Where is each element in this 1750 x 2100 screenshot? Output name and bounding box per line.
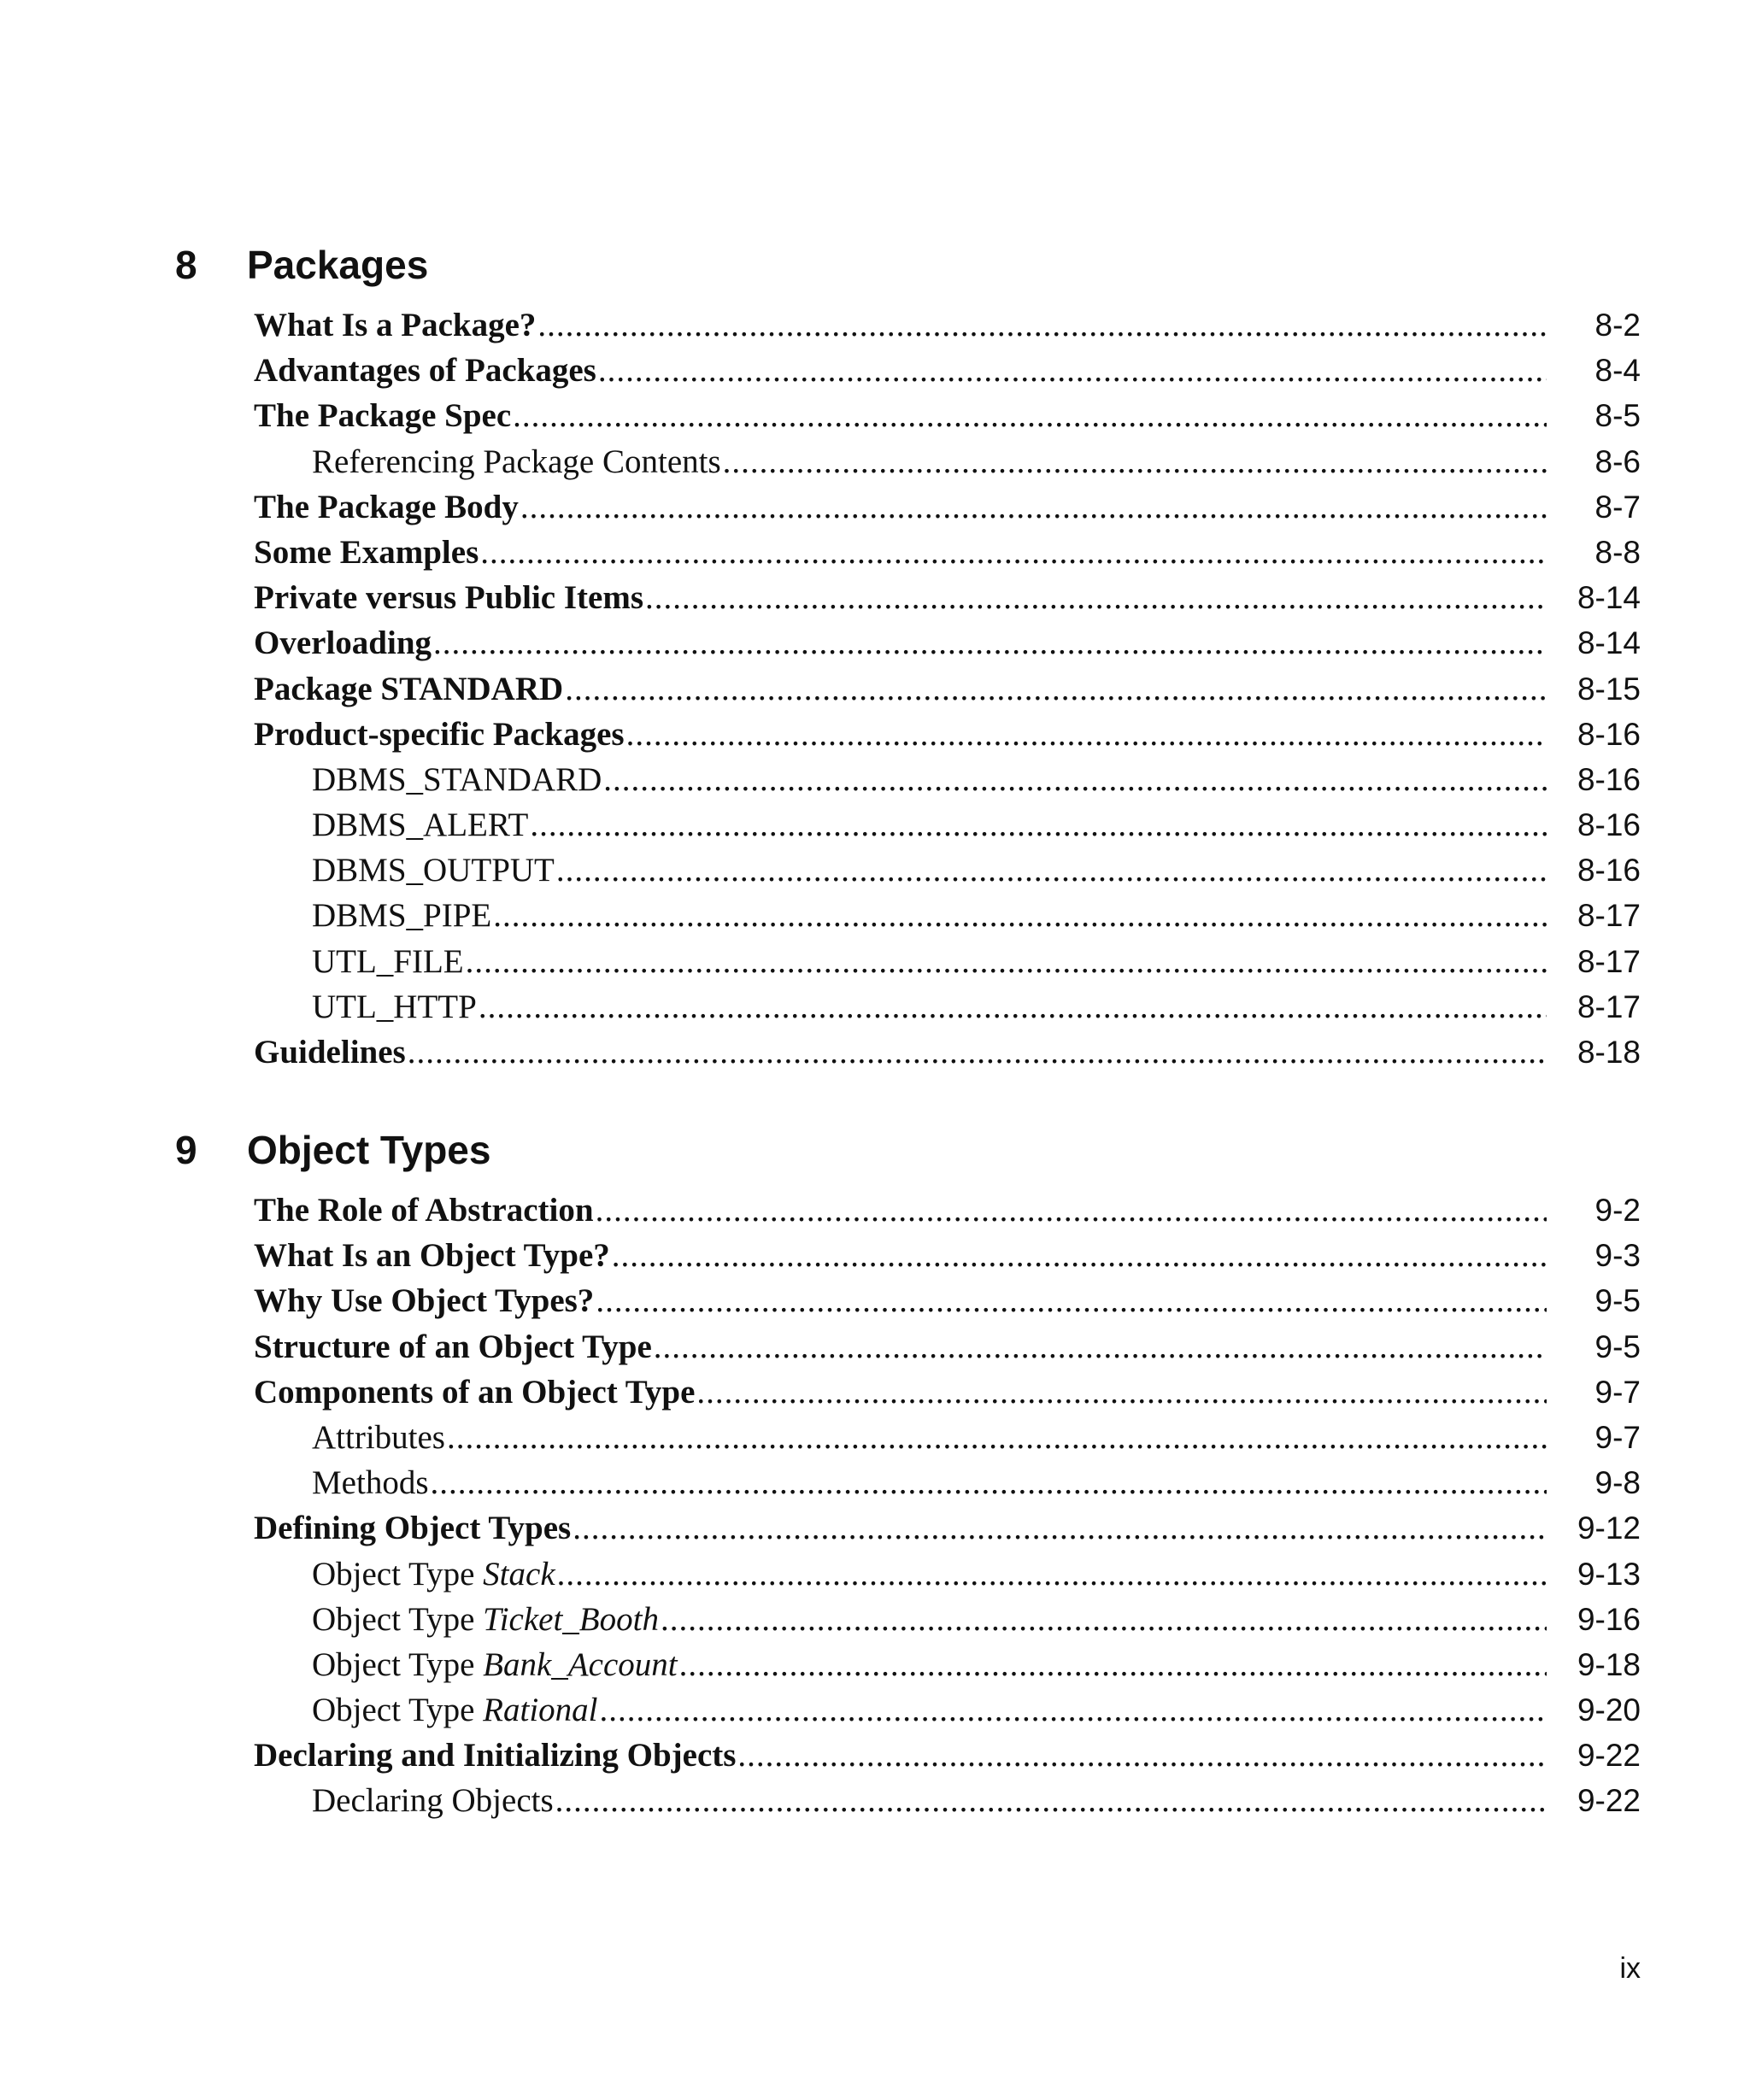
toc-entry[interactable] [254,1736,1641,1781]
toc-entry-title: Advantages of Packages [254,352,596,390]
dot-leader [530,806,1547,844]
dot-leader [447,1418,1547,1457]
toc-page-number: 8-17 [1577,988,1641,1024]
dot-leader [626,715,1547,754]
toc-title-italic: Bank_Account [483,1645,678,1683]
toc-page-number: 8-17 [1577,898,1641,934]
toc-entry[interactable] [254,533,1641,578]
toc-entry-title: The Package Spec [254,397,512,435]
chapter-title[interactable]: Object Types [247,1128,491,1172]
dot-leader [466,942,1547,981]
toc-entry[interactable] [254,715,1641,760]
toc-page-number: 8-16 [1577,716,1641,752]
toc-entry-title: DBMS_ALERT [312,807,529,844]
dot-leader [479,988,1547,1026]
dot-leader [612,1236,1547,1275]
dot-leader [603,760,1547,799]
toc-entry-title: DBMS_OUTPUT [312,852,555,889]
chapter-number: 8 [175,243,197,287]
dot-leader [654,1328,1547,1366]
toc-subentry[interactable] [254,1464,1641,1509]
dot-leader [596,1191,1547,1229]
toc-page-number: 9-12 [1577,1510,1641,1546]
toc-subentry[interactable] [254,1555,1641,1600]
dot-leader [555,1781,1547,1820]
dot-leader [408,1033,1547,1071]
dot-leader [679,1645,1547,1684]
toc-entry-title: DBMS_PIPE [312,897,492,935]
toc-page-number: 8-17 [1577,943,1641,979]
toc-entry-title: Overloading [254,625,432,662]
toc-title-italic: Ticket_Booth [483,1600,659,1638]
toc-subentry[interactable] [254,443,1641,488]
toc-entry-title: Guidelines [254,1034,406,1071]
dot-leader [556,851,1547,889]
toc-page-number: 8-7 [1594,489,1641,525]
toc-entry[interactable] [254,396,1641,442]
chapter-title[interactable]: Packages [247,243,429,287]
toc-subentry[interactable] [254,942,1641,988]
toc-title-prefix: Object Type [312,1555,484,1593]
toc-page-number: 9-22 [1577,1738,1641,1774]
toc-entry-title: Components of an Object Type [254,1373,696,1411]
toc-entry[interactable] [254,624,1641,669]
chapter-heading [175,1126,490,1174]
dot-leader [661,1600,1547,1639]
toc-subentry[interactable] [254,988,1641,1033]
toc-entry-title: Product-specific Packages [254,715,625,753]
toc-entry-title: Methods [312,1464,429,1502]
toc-entry[interactable] [254,578,1641,624]
toc-entry-title: Attributes [312,1418,445,1456]
dot-leader [480,533,1547,572]
toc-subentry[interactable] [254,806,1641,851]
toc-entry-title: The Role of Abstraction [254,1192,594,1229]
toc-title-prefix: Object Type [312,1600,484,1638]
toc-entry-title: What Is a Package? [254,307,537,343]
toc-list [254,306,1641,1078]
toc-entry-title: Some Examples [254,533,479,571]
toc-title-prefix: Object Type [312,1645,484,1683]
toc-entry-title: UTL_HTTP [312,988,477,1025]
toc-page-number: 9-13 [1577,1556,1641,1592]
toc-entry-title: Referencing Package Contents [312,443,721,480]
toc-title-italic: Stack [483,1555,555,1593]
toc-page-number: 9-3 [1594,1238,1641,1274]
toc-page-number: 8-2 [1594,308,1641,343]
toc-page-number: 8-14 [1577,625,1641,661]
toc-list [254,1191,1641,1827]
toc-page-number: 8-6 [1594,443,1641,479]
dot-leader [600,1691,1547,1729]
toc-entry-title [254,1555,555,1593]
dot-leader [537,306,1547,344]
dot-leader [723,443,1547,481]
toc-subentry[interactable] [254,851,1641,896]
toc-entry[interactable] [254,351,1641,396]
toc-entry[interactable] [254,1509,1641,1554]
toc-title-prefix: Object Type [312,1692,484,1729]
toc-subentry[interactable] [254,1418,1641,1464]
toc-page-number: 9-5 [1594,1283,1641,1319]
toc-entry[interactable] [254,1373,1641,1418]
toc-page-number: 8-16 [1577,853,1641,889]
toc-subentry[interactable] [254,896,1641,941]
toc-entry-title: The Package Body [254,488,519,525]
toc-subentry[interactable] [254,1781,1641,1827]
toc-page-number: 8-8 [1594,534,1641,570]
toc-subentry[interactable] [254,1645,1641,1691]
dot-leader [493,896,1547,935]
toc-entry[interactable] [254,1191,1641,1236]
toc-page-number: 9-20 [1577,1692,1641,1728]
dot-leader [737,1736,1547,1774]
toc-page-number: 8-16 [1577,761,1641,797]
toc-title-italic: Rational [483,1692,598,1729]
toc-page-number: 9-18 [1577,1646,1641,1682]
toc-entry-title: Defining Object Types [254,1510,572,1547]
dot-leader [596,1282,1547,1320]
toc-entry[interactable] [254,670,1641,715]
dot-leader [433,624,1547,662]
dot-leader [431,1464,1547,1502]
dot-leader [557,1555,1547,1593]
toc-entry-title: UTL_FILE [312,942,464,980]
dot-leader [645,578,1547,617]
toc-entry[interactable] [254,488,1641,533]
dot-leader [598,351,1547,390]
toc-entry-title: Package STANDARD [254,670,564,707]
toc-entry-title [254,1600,659,1639]
toc-page-number: 8-14 [1577,580,1641,616]
chapter-number: 9 [175,1128,197,1172]
toc-entry[interactable] [254,1282,1641,1327]
toc-page-number: 9-2 [1594,1193,1641,1228]
toc-entry-title [254,1645,678,1684]
toc-entry-title: Declaring and Initializing Objects [254,1737,737,1774]
page-number-footer: ix [1619,1952,1641,1985]
toc-page-number: 9-5 [1594,1329,1641,1364]
chapter-heading [175,241,428,289]
toc-subentry[interactable] [254,760,1641,806]
dot-leader [520,488,1547,526]
toc-entry-title: Private versus Public Items [254,579,644,617]
toc-entry[interactable] [254,1236,1641,1282]
toc-entry[interactable] [254,1328,1641,1373]
toc-page-number: 8-18 [1577,1035,1641,1070]
toc-entry-title: What Is an Object Type? [254,1237,610,1275]
dot-leader [565,670,1547,708]
toc-page-number: 8-15 [1577,671,1641,707]
toc-page-number: 8-4 [1594,353,1641,389]
toc-subentry[interactable] [254,1600,1641,1645]
dot-leader [573,1509,1547,1547]
toc-entry-title: Structure of an Object Type [254,1328,652,1365]
dot-leader [696,1373,1547,1411]
toc-page-number: 9-8 [1594,1465,1641,1501]
toc-subentry[interactable] [254,1691,1641,1736]
toc-entry-title [254,1691,598,1729]
toc-page-number: 9-7 [1594,1374,1641,1410]
toc-entry-title: Declaring Objects [312,1782,554,1820]
toc-entry-title: Why Use Object Types? [254,1282,595,1320]
toc-entry[interactable] [254,306,1641,351]
toc-page-number: 9-16 [1577,1601,1641,1637]
toc-entry-title: DBMS_STANDARD [312,760,602,798]
toc-entry[interactable] [254,1033,1641,1078]
toc-page-number: 8-5 [1594,398,1641,434]
toc-page-number: 9-7 [1594,1419,1641,1455]
dot-leader [513,396,1547,435]
toc-page-number: 8-16 [1577,807,1641,843]
toc-page-number: 9-22 [1577,1783,1641,1819]
